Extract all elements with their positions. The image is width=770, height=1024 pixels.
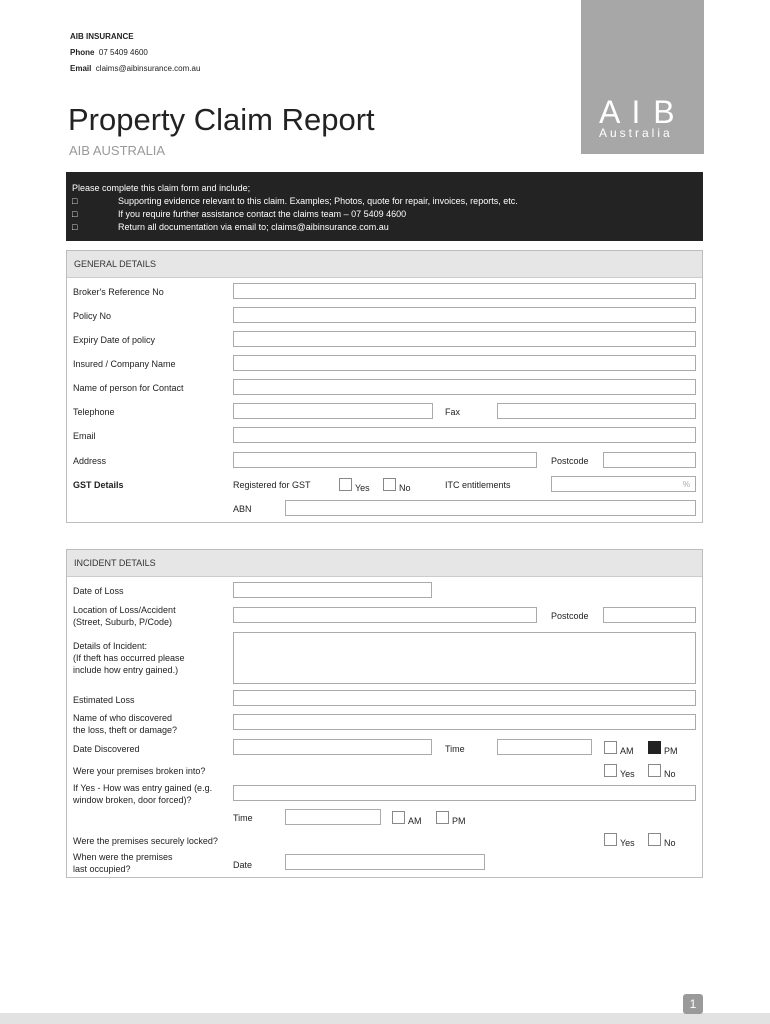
instruction-bullet-3: □ (72, 222, 78, 232)
page-subtitle: AIB AUSTRALIA (69, 143, 166, 158)
expiry-label: Expiry Date of policy (73, 335, 156, 345)
percent-hint: % (682, 480, 690, 489)
address-label: Address (73, 456, 107, 466)
date-field[interactable] (285, 854, 485, 870)
instructions-box (66, 172, 703, 241)
location-label-1: Location of Loss/Accident (73, 605, 176, 615)
brokers-ref-field[interactable] (233, 283, 696, 299)
fax-field[interactable] (497, 403, 696, 419)
gst-yes-label: Yes (355, 483, 370, 493)
fax-label: Fax (445, 407, 461, 417)
am2-checkbox[interactable] (392, 811, 405, 824)
pm-label: PM (664, 746, 678, 756)
company-name: AIB INSURANCE (70, 32, 134, 41)
location-field[interactable] (233, 607, 537, 623)
am-checkbox[interactable] (604, 741, 617, 754)
broken-into-label: Were your premises broken into? (73, 766, 206, 776)
occupied-label-1: When were the premises (73, 852, 173, 862)
incident-details-header (67, 550, 702, 577)
details-label-2: (If theft has occurred please (73, 653, 185, 663)
locked-yes-label: Yes (620, 838, 635, 848)
entry-field[interactable] (233, 785, 696, 801)
gst-details-label: GST Details (73, 480, 124, 490)
abn-field[interactable] (285, 500, 696, 516)
broken-no-label: No (664, 769, 676, 779)
postcode-label: Postcode (551, 456, 589, 466)
instruction-item-2: If you require further assistance contact the claims team – 07 5409 4600 (118, 209, 407, 219)
abn-label: ABN (233, 504, 252, 514)
incident-postcode-field[interactable] (603, 607, 696, 623)
date-discovered-field[interactable] (233, 739, 432, 755)
broken-no-checkbox[interactable] (648, 764, 661, 777)
pm-checkbox[interactable] (648, 741, 661, 754)
telephone-label: Telephone (73, 407, 115, 417)
instructions-intro: Please complete this claim form and include; (72, 183, 251, 193)
entry-label-2: window broken, door forced)? (73, 795, 192, 805)
logo-block (581, 0, 704, 154)
broken-yes-checkbox[interactable] (604, 764, 617, 777)
general-details-heading: GENERAL DETAILS (74, 259, 157, 269)
brokers-ref-label: Broker's Reference No (73, 287, 164, 297)
locked-no-checkbox[interactable] (648, 833, 661, 846)
gst-no-label: No (399, 483, 411, 493)
registered-gst-label: Registered for GST (233, 480, 311, 490)
details-field[interactable] (233, 632, 696, 684)
date-discovered-label: Date Discovered (73, 744, 140, 754)
insured-label: Insured / Company Name (73, 359, 176, 369)
discovered-field[interactable] (233, 714, 696, 730)
email-field[interactable] (233, 427, 696, 443)
details-label-1: Details of Incident: (73, 641, 148, 651)
company-phone: Phone 07 5409 4600 (70, 48, 148, 57)
pm2-label: PM (452, 816, 466, 826)
page-title: Property Claim Report (68, 102, 375, 137)
postcode-field[interactable] (603, 452, 696, 468)
location-label-2: (Street, Suburb, P/Code) (73, 617, 173, 627)
estimated-loss-label: Estimated Loss (73, 695, 135, 705)
footer-bar (0, 1013, 770, 1024)
locked-no-label: No (664, 838, 676, 848)
itc-label: ITC entitlements (445, 480, 511, 490)
estimated-loss-field[interactable] (233, 690, 696, 706)
discovered-label-1: Name of who discovered (73, 713, 173, 723)
incident-postcode-label: Postcode (551, 611, 589, 621)
securely-locked-label: Were the premises securely locked? (73, 836, 218, 846)
occupied-label-2: last occupied? (73, 864, 131, 874)
discovered-label-2: the loss, theft or damage? (73, 725, 178, 735)
address-field[interactable] (233, 452, 537, 468)
time-label: Time (445, 744, 465, 754)
incident-details-heading: INCIDENT DETAILS (74, 558, 156, 568)
date-of-loss-label: Date of Loss (73, 586, 124, 596)
entry-label-1: If Yes - How was entry gained (e.g. (73, 783, 213, 793)
logo-sub: Australia (599, 126, 673, 140)
page-number: 1 (683, 994, 703, 1014)
time-field[interactable] (497, 739, 592, 755)
gst-no-checkbox[interactable] (383, 478, 396, 491)
instruction-bullet-2: □ (72, 209, 78, 219)
date-label: Date (233, 860, 253, 870)
am2-label: AM (408, 816, 422, 826)
date-of-loss-field[interactable] (233, 582, 432, 598)
details-label-3: include how entry gained.) (73, 665, 179, 675)
time2-field[interactable] (285, 809, 381, 825)
general-details-header (67, 251, 702, 278)
broken-yes-label: Yes (620, 769, 635, 779)
instruction-item-1: Supporting evidence relevant to this claim. Examples; Photos, quote for repair, invoices, reports, etc. (118, 196, 518, 206)
telephone-field[interactable] (233, 403, 433, 419)
policy-no-field[interactable] (233, 307, 696, 323)
contact-field[interactable] (233, 379, 696, 395)
instruction-bullet-1: □ (72, 196, 78, 206)
instruction-item-3: Return all documentation via email to; claims@aibinsurance.com.au (118, 222, 389, 232)
expiry-field[interactable] (233, 331, 696, 347)
insured-field[interactable] (233, 355, 696, 371)
time2-label: Time (233, 813, 253, 823)
gst-yes-checkbox[interactable] (339, 478, 352, 491)
am-label: AM (620, 746, 634, 756)
itc-field[interactable] (551, 476, 696, 492)
policy-no-label: Policy No (73, 311, 112, 321)
contact-label: Name of person for Contact (73, 383, 184, 393)
email-label: Email (73, 431, 96, 441)
pm2-checkbox[interactable] (436, 811, 449, 824)
logo-main: A I B (599, 94, 677, 130)
locked-yes-checkbox[interactable] (604, 833, 617, 846)
company-email: Email claims@aibinsurance.com.au (70, 64, 201, 73)
